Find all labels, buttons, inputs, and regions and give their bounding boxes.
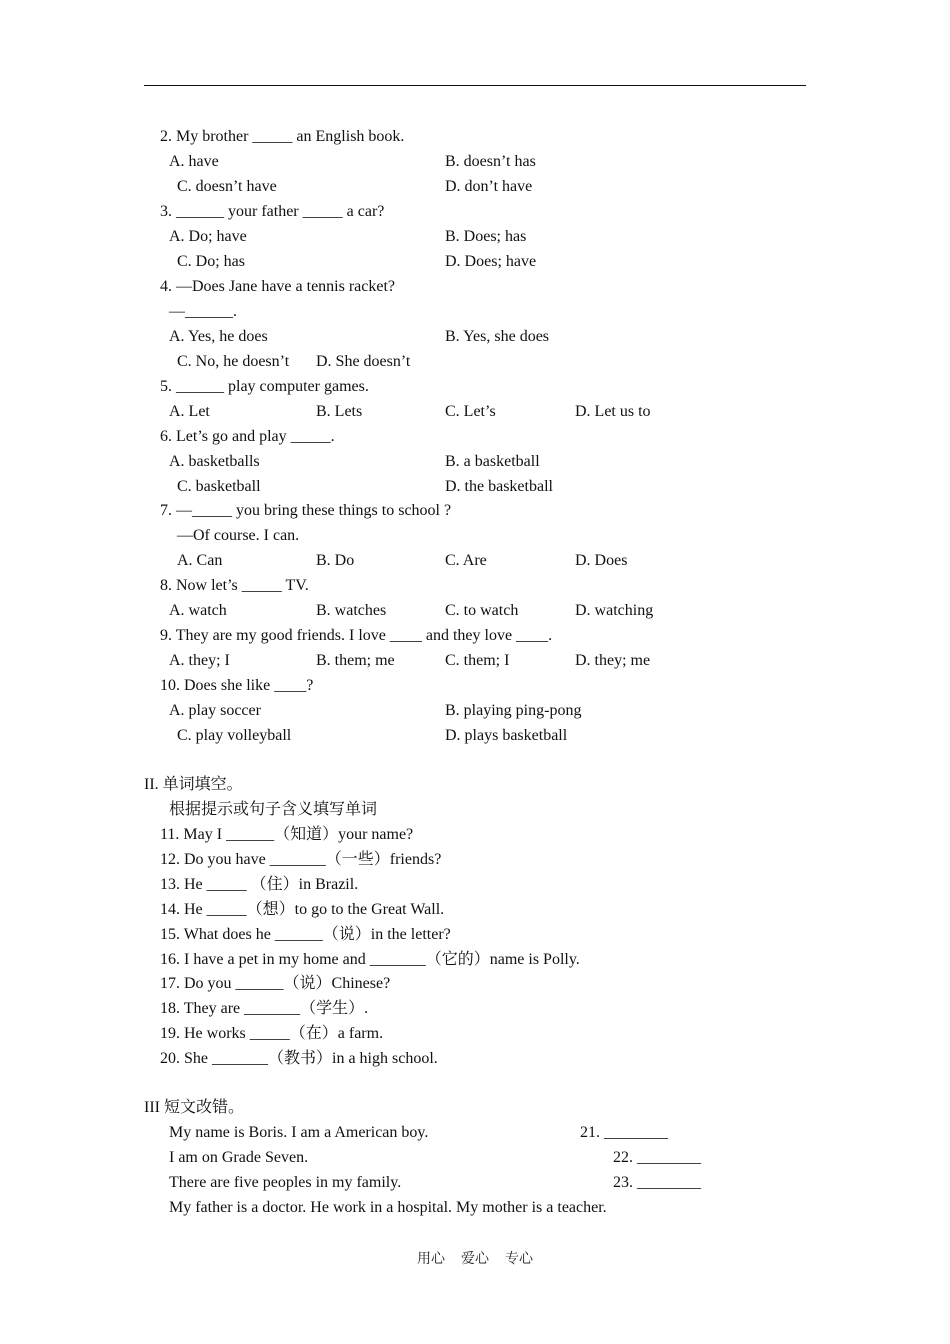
section-3-title: III 短文改错。 — [144, 1099, 244, 1116]
question-5: 5. ______ play computer games. — [160, 378, 369, 395]
question-8: 8. Now let’s _____ TV. — [160, 577, 309, 594]
options-row — [0, 324, 950, 349]
option-c: C. them; I — [445, 652, 510, 669]
fill-item: 18. They are _______（学生）. — [160, 1000, 369, 1017]
fill-item: 19. He works _____（在）a farm. — [160, 1025, 384, 1042]
fill-item: 20. She _______（教书）in a high school. — [160, 1050, 438, 1067]
option-d: D. Does — [575, 552, 628, 569]
options-row — [0, 224, 950, 249]
option-b: B. Do — [316, 552, 355, 569]
fill-item: 16. I have a pet in my home and _______（它的）name is Polly. — [160, 951, 580, 968]
option-b: B. Does; has — [445, 228, 527, 245]
option-c: C. No, he doesn’t — [177, 353, 290, 370]
options-row — [0, 249, 950, 274]
fill-item: 11. May I ______（知道）your name? — [160, 826, 414, 843]
option-d: D. watching — [575, 602, 654, 619]
correction-line: I am on Grade Seven. 22. ________ — [0, 1145, 950, 1170]
options-row — [0, 548, 950, 573]
options-row — [0, 474, 950, 499]
section-2-instruction: 根据提示或句子含义填写单词 — [169, 801, 378, 818]
option-c: C. Are — [445, 552, 487, 569]
options-row — [0, 449, 950, 474]
option-b: B. watches — [316, 602, 387, 619]
option-d: D. She doesn’t — [316, 353, 411, 370]
option-b: B. them; me — [316, 652, 395, 669]
fill-item: 13. He _____ （住）in Brazil. — [160, 876, 359, 893]
option-d: D. the basketball — [445, 478, 553, 495]
option-b: B. a basketball — [445, 453, 540, 470]
correction-line: My father is a doctor. He work in a hospital. My mother is a teacher. — [169, 1199, 607, 1216]
options-row — [0, 598, 950, 623]
options-row — [0, 698, 950, 723]
option-d: D. plays basketball — [445, 727, 568, 744]
options-row — [0, 174, 950, 199]
question-7-answer-line: —Of course. I can. — [177, 527, 300, 544]
options-row — [0, 723, 950, 748]
option-c: C. Do; has — [177, 253, 245, 270]
option-a: A. have — [169, 153, 219, 170]
options-row — [0, 349, 950, 374]
question-9: 9. They are my good friends. I love ____ and they love ____. — [160, 627, 553, 644]
option-c: C. to watch — [445, 602, 519, 619]
option-a: A. they; I — [169, 652, 230, 669]
option-a: A. Let — [169, 403, 210, 420]
option-c: C. Let’s — [445, 403, 496, 420]
question-4: 4. —Does Jane have a tennis racket? — [160, 278, 396, 295]
correction-line: My name is Boris. I am a American boy. 21. ________ — [0, 1120, 950, 1145]
question-6: 6. Let’s go and play _____. — [160, 428, 335, 445]
question-3: 3. ______ your father _____ a car? — [160, 203, 385, 220]
correction-line: There are five peoples in my family. 23. ________ — [0, 1170, 950, 1195]
option-c: C. play volleyball — [177, 727, 292, 744]
option-b: B. Yes, she does — [445, 328, 550, 345]
option-a: A. watch — [169, 602, 227, 619]
fill-item: 15. What does he ______（说）in the letter? — [160, 926, 451, 943]
option-a: A. Do; have — [169, 228, 247, 245]
option-a: A. basketballs — [169, 453, 260, 470]
option-a: A. Can — [177, 552, 223, 569]
question-7: 7. —_____ you bring these things to school ? — [160, 502, 452, 519]
option-b: B. doesn’t has — [445, 153, 536, 170]
option-d: D. they; me — [575, 652, 651, 669]
option-a: A. play soccer — [169, 702, 261, 719]
answer-blank: 22. ________ — [613, 1149, 701, 1166]
options-row — [0, 399, 950, 424]
fill-item: 14. He _____（想）to go to the Great Wall. — [160, 901, 445, 918]
option-d: D. Does; have — [445, 253, 537, 270]
question-2: 2. My brother _____ an English book. — [160, 128, 405, 145]
option-c: C. doesn’t have — [177, 178, 277, 195]
header-rule — [144, 85, 806, 86]
option-d: D. don’t have — [445, 178, 533, 195]
fill-item: 12. Do you have _______（一些）friends? — [160, 851, 442, 868]
fill-item: 17. Do you ______（说）Chinese? — [160, 975, 391, 992]
question-4-answer-line: —______. — [169, 303, 237, 320]
options-row — [0, 149, 950, 174]
answer-blank: 23. ________ — [613, 1174, 701, 1191]
page-footer: 用心 爱心 专心 — [417, 1251, 533, 1267]
option-c: C. basketball — [177, 478, 261, 495]
option-b: B. Lets — [316, 403, 363, 420]
option-b: B. playing ping-pong — [445, 702, 582, 719]
options-row — [0, 648, 950, 673]
answer-blank: 21. ________ — [580, 1124, 668, 1141]
option-a: A. Yes, he does — [169, 328, 268, 345]
option-d: D. Let us to — [575, 403, 651, 420]
section-2-title: II. 单词填空。 — [144, 776, 243, 793]
question-10: 10. Does she like ____? — [160, 677, 314, 694]
